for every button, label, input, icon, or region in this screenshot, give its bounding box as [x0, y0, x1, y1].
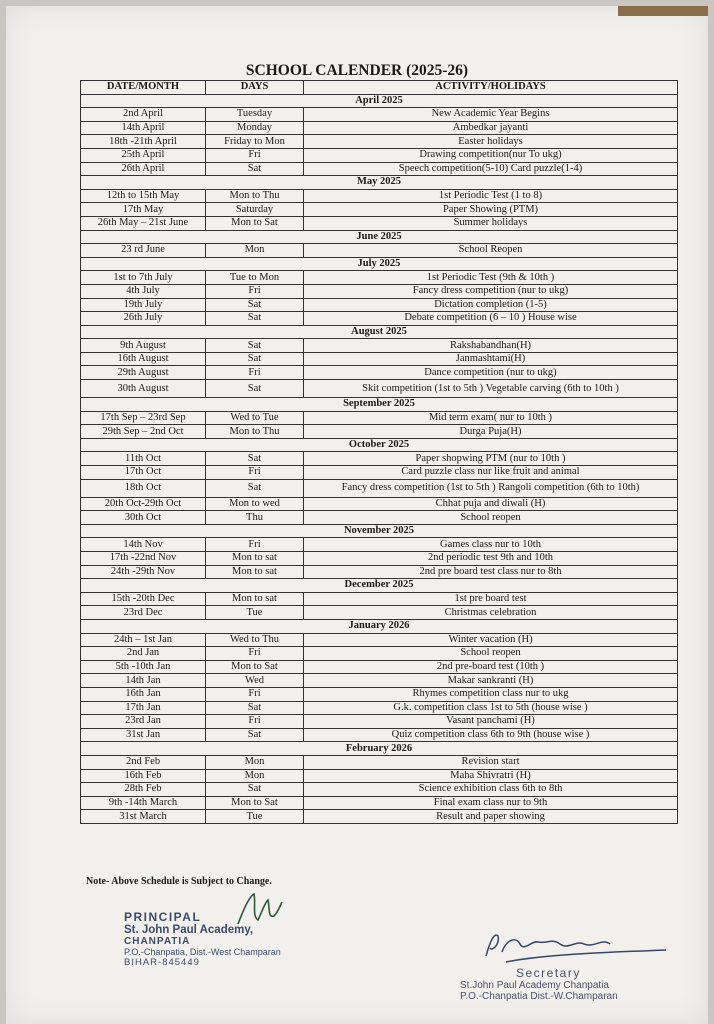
header-activity: ACTIVITY/HOLIDAYS	[304, 81, 678, 95]
table-row	[81, 284, 678, 298]
table-row	[81, 715, 678, 729]
date-cell: 29th August	[81, 366, 206, 380]
date-cell: 29th Sep – 2nd Oct	[81, 425, 206, 439]
date-cell: 20th Oct-29th Oct	[81, 497, 206, 511]
table-row	[81, 538, 678, 552]
days-cell: Sat	[206, 312, 304, 326]
date-cell: 24th -29th Nov	[81, 565, 206, 579]
table-edge-background	[618, 6, 708, 16]
table-row	[81, 728, 678, 742]
month-heading: January 2026	[81, 619, 678, 633]
days-cell: Tuesday	[206, 108, 304, 122]
activity-cell: Summer holidays	[304, 216, 678, 230]
table-row	[81, 135, 678, 149]
month-heading: October 2025	[81, 438, 678, 452]
month-row	[81, 257, 678, 271]
days-cell: Fri	[206, 284, 304, 298]
activity-cell: Easter holidays	[304, 135, 678, 149]
days-cell: Sat	[206, 352, 304, 366]
month-row	[81, 579, 678, 593]
principal-title: PRINCIPAL	[124, 910, 202, 924]
activity-cell: Fancy dress competition (1st to 5th ) Rangoli competition (6th to 10th)	[304, 479, 678, 497]
activity-cell: Paper shopwing PTM (nur to 10th )	[304, 452, 678, 466]
date-cell: 26th April	[81, 162, 206, 176]
secretary-address: P.O.-Chanpatia Dist.-W.Champaran	[460, 991, 618, 1002]
date-cell: 17th Oct	[81, 466, 206, 480]
days-cell: Tue	[206, 606, 304, 620]
principal-stamp	[124, 910, 344, 968]
date-cell: 12th to 15th May	[81, 189, 206, 203]
table-row	[81, 216, 678, 230]
days-cell: Mon to sat	[206, 552, 304, 566]
activity-cell: Result and paper showing	[304, 810, 678, 824]
date-cell: 17th May	[81, 203, 206, 217]
activity-cell: 1st pre board test	[304, 592, 678, 606]
days-cell: Mon	[206, 244, 304, 258]
days-cell: Mon to Sat	[206, 660, 304, 674]
date-cell: 1st to 7th July	[81, 271, 206, 285]
date-cell: 25th April	[81, 148, 206, 162]
table-row	[81, 647, 678, 661]
month-heading: June 2025	[81, 230, 678, 244]
days-cell: Fri	[206, 687, 304, 701]
date-cell: 16th Jan	[81, 687, 206, 701]
date-cell: 18th Oct	[81, 479, 206, 497]
date-cell: 30th Oct	[81, 511, 206, 525]
activity-cell: Rakshabandhan(H)	[304, 339, 678, 353]
days-cell: Fri	[206, 538, 304, 552]
days-cell: Mon to sat	[206, 592, 304, 606]
activity-cell: Fancy dress competition (nur to ukg)	[304, 284, 678, 298]
date-cell: 2nd Jan	[81, 647, 206, 661]
days-cell: Sat	[206, 701, 304, 715]
date-cell: 9th -14th March	[81, 796, 206, 810]
activity-cell: 2nd pre board test class nur to 8th	[304, 565, 678, 579]
table-row	[81, 606, 678, 620]
table-row	[81, 592, 678, 606]
table-row	[81, 312, 678, 326]
month-row	[81, 176, 678, 190]
month-row	[81, 230, 678, 244]
activity-cell: 2nd pre-board test (10th )	[304, 660, 678, 674]
date-cell: 16th August	[81, 352, 206, 366]
table-row	[81, 565, 678, 579]
days-cell: Wed	[206, 674, 304, 688]
table-row	[81, 244, 678, 258]
month-row	[81, 742, 678, 756]
date-cell: 17th Sep – 23rd Sep	[81, 411, 206, 425]
month-heading: February 2026	[81, 742, 678, 756]
date-cell: 11th Oct	[81, 452, 206, 466]
days-cell: Sat	[206, 452, 304, 466]
days-cell: Fri	[206, 647, 304, 661]
month-row	[81, 619, 678, 633]
activity-cell: Chhat puja and diwali (H)	[304, 497, 678, 511]
activity-cell: Drawing competition(nur To ukg)	[304, 148, 678, 162]
activity-cell: School Reopen	[304, 244, 678, 258]
activity-cell: Speech competition(5-10) Card puzzle(1-4)	[304, 162, 678, 176]
table-row	[81, 411, 678, 425]
days-cell: Fri	[206, 148, 304, 162]
days-cell: Sat	[206, 380, 304, 398]
date-cell: 15th -20th Dec	[81, 592, 206, 606]
schedule-note: Note- Above Schedule is Subject to Change.	[86, 876, 272, 887]
activity-cell: Ambedkar jayanti	[304, 121, 678, 135]
days-cell: Mon	[206, 769, 304, 783]
header-date: DATE/MONTH	[81, 81, 206, 95]
date-cell: 14th April	[81, 121, 206, 135]
table-row	[81, 660, 678, 674]
days-cell: Friday to Mon	[206, 135, 304, 149]
days-cell: Mon to sat	[206, 565, 304, 579]
activity-cell: New Academic Year Begins	[304, 108, 678, 122]
table-row	[81, 339, 678, 353]
month-heading: April 2025	[81, 94, 678, 108]
principal-address: P.O.-Chanpatia, Dist.-West Champaran	[124, 947, 281, 957]
days-cell: Sat	[206, 783, 304, 797]
table-row	[81, 452, 678, 466]
date-cell: 18th -21th April	[81, 135, 206, 149]
month-heading: May 2025	[81, 176, 678, 190]
table-row	[81, 783, 678, 797]
table-row	[81, 148, 678, 162]
month-row	[81, 438, 678, 452]
days-cell: Mon to Thu	[206, 425, 304, 439]
days-cell: Tue	[206, 810, 304, 824]
principal-state: BIHAR-845449	[124, 957, 200, 968]
days-cell: Mon to Thu	[206, 189, 304, 203]
date-cell: 31st Jan	[81, 728, 206, 742]
date-cell: 19th July	[81, 298, 206, 312]
days-cell: Mon	[206, 755, 304, 769]
days-cell: Sat	[206, 298, 304, 312]
days-cell: Fri	[206, 366, 304, 380]
date-cell: 24th – 1st Jan	[81, 633, 206, 647]
table-row	[81, 425, 678, 439]
month-row	[81, 325, 678, 339]
activity-cell: Dictation completion (1-5)	[304, 298, 678, 312]
days-cell: Saturday	[206, 203, 304, 217]
date-cell: 4th July	[81, 284, 206, 298]
activity-cell: Maha Shivratri (H)	[304, 769, 678, 783]
days-cell: Thu	[206, 511, 304, 525]
days-cell: Fri	[206, 466, 304, 480]
principal-school: St. John Paul Academy,	[124, 924, 254, 936]
header-days: DAYS	[206, 81, 304, 95]
activity-cell: Games class nur to 10th	[304, 538, 678, 552]
table-row	[81, 121, 678, 135]
date-cell: 28th Feb	[81, 783, 206, 797]
date-cell: 14th Jan	[81, 674, 206, 688]
date-cell: 17th -22nd Nov	[81, 552, 206, 566]
table-row	[81, 162, 678, 176]
activity-cell: 2nd periodic test 9th and 10th	[304, 552, 678, 566]
days-cell: Mon to wed	[206, 497, 304, 511]
month-row	[81, 398, 678, 412]
date-cell: 23rd Dec	[81, 606, 206, 620]
secretary-title: Secretary	[516, 966, 581, 980]
calendar-body	[81, 94, 678, 823]
table-row	[81, 352, 678, 366]
date-cell: 30th August	[81, 380, 206, 398]
date-cell: 31st March	[81, 810, 206, 824]
days-cell: Tue to Mon	[206, 271, 304, 285]
secretary-school: St.John Paul Academy Chanpatia	[460, 980, 609, 991]
activity-cell: School reopen	[304, 511, 678, 525]
month-row	[81, 524, 678, 538]
table-row	[81, 380, 678, 398]
table-row	[81, 633, 678, 647]
page-title: SCHOOL CALENDER (2025-26)	[245, 62, 469, 79]
table-row	[81, 755, 678, 769]
days-cell: Sat	[206, 339, 304, 353]
calendar-sheet	[6, 6, 708, 1024]
table-row	[81, 769, 678, 783]
date-cell: 26th July	[81, 312, 206, 326]
activity-cell: Revision start	[304, 755, 678, 769]
secretary-stamp	[460, 966, 680, 1002]
table-row	[81, 466, 678, 480]
month-heading: August 2025	[81, 325, 678, 339]
date-cell: 16th Feb	[81, 769, 206, 783]
table-row	[81, 701, 678, 715]
table-row	[81, 366, 678, 380]
table-row	[81, 203, 678, 217]
days-cell: Mon to Sat	[206, 216, 304, 230]
activity-cell: Durga Puja(H)	[304, 425, 678, 439]
date-cell: 2nd Feb	[81, 755, 206, 769]
date-cell: 5th -10th Jan	[81, 660, 206, 674]
activity-cell: Debate competition (6 – 10 ) House wise	[304, 312, 678, 326]
days-cell: Sat	[206, 728, 304, 742]
date-cell: 26th May – 21st June	[81, 216, 206, 230]
activity-cell: Christmas celebration	[304, 606, 678, 620]
days-cell: Wed to Thu	[206, 633, 304, 647]
activity-cell: Final exam class nur to 9th	[304, 796, 678, 810]
month-heading: November 2025	[81, 524, 678, 538]
table-row	[81, 497, 678, 511]
activity-cell: G.k. competition class 1st to 5th (house wise )	[304, 701, 678, 715]
date-cell: 9th August	[81, 339, 206, 353]
table-row	[81, 189, 678, 203]
month-heading: December 2025	[81, 579, 678, 593]
table-row	[81, 810, 678, 824]
days-cell: Sat	[206, 479, 304, 497]
table-row	[81, 552, 678, 566]
principal-town: CHANPATIA	[124, 936, 191, 947]
activity-cell: Vasant panchami (H)	[304, 715, 678, 729]
activity-cell: Dance competition (nur to ukg)	[304, 366, 678, 380]
table-row	[81, 479, 678, 497]
activity-cell: 1st Periodic Test (9th & 10th )	[304, 271, 678, 285]
activity-cell: Paper Showing (PTM)	[304, 203, 678, 217]
days-cell: Wed to Tue	[206, 411, 304, 425]
activity-cell: Mid term exam( nur to 10th )	[304, 411, 678, 425]
date-cell: 23rd Jan	[81, 715, 206, 729]
table-row	[81, 687, 678, 701]
activity-cell: Winter vacation (H)	[304, 633, 678, 647]
activity-cell: Makar sankranti (H)	[304, 674, 678, 688]
date-cell: 17th Jan	[81, 701, 206, 715]
table-row	[81, 511, 678, 525]
activity-cell: Skit competition (1st to 5th ) Vegetable carving (6th to 10th )	[304, 380, 678, 398]
month-row	[81, 94, 678, 108]
table-row	[81, 674, 678, 688]
month-heading: July 2025	[81, 257, 678, 271]
activity-cell: 1st Periodic Test (1 to 8)	[304, 189, 678, 203]
table-row	[81, 271, 678, 285]
activity-cell: Science exhibition class 6th to 8th	[304, 783, 678, 797]
date-cell: 2nd April	[81, 108, 206, 122]
table-row	[81, 298, 678, 312]
days-cell: Monday	[206, 121, 304, 135]
days-cell: Mon to Sat	[206, 796, 304, 810]
month-heading: September 2025	[81, 398, 678, 412]
secretary-signature	[476, 922, 676, 968]
date-cell: 14th Nov	[81, 538, 206, 552]
header-row	[81, 81, 678, 95]
calendar-table	[80, 80, 678, 824]
activity-cell: Janmashtami(H)	[304, 352, 678, 366]
table-row	[81, 108, 678, 122]
activity-cell: Rhymes competition class nur to ukg	[304, 687, 678, 701]
activity-cell: Quiz competition class 6th to 9th (house wise )	[304, 728, 678, 742]
days-cell: Fri	[206, 715, 304, 729]
activity-cell: School reopen	[304, 647, 678, 661]
date-cell: 23 rd June	[81, 244, 206, 258]
table-row	[81, 796, 678, 810]
days-cell: Sat	[206, 162, 304, 176]
activity-cell: Card puzzle class nur like fruit and animal	[304, 466, 678, 480]
